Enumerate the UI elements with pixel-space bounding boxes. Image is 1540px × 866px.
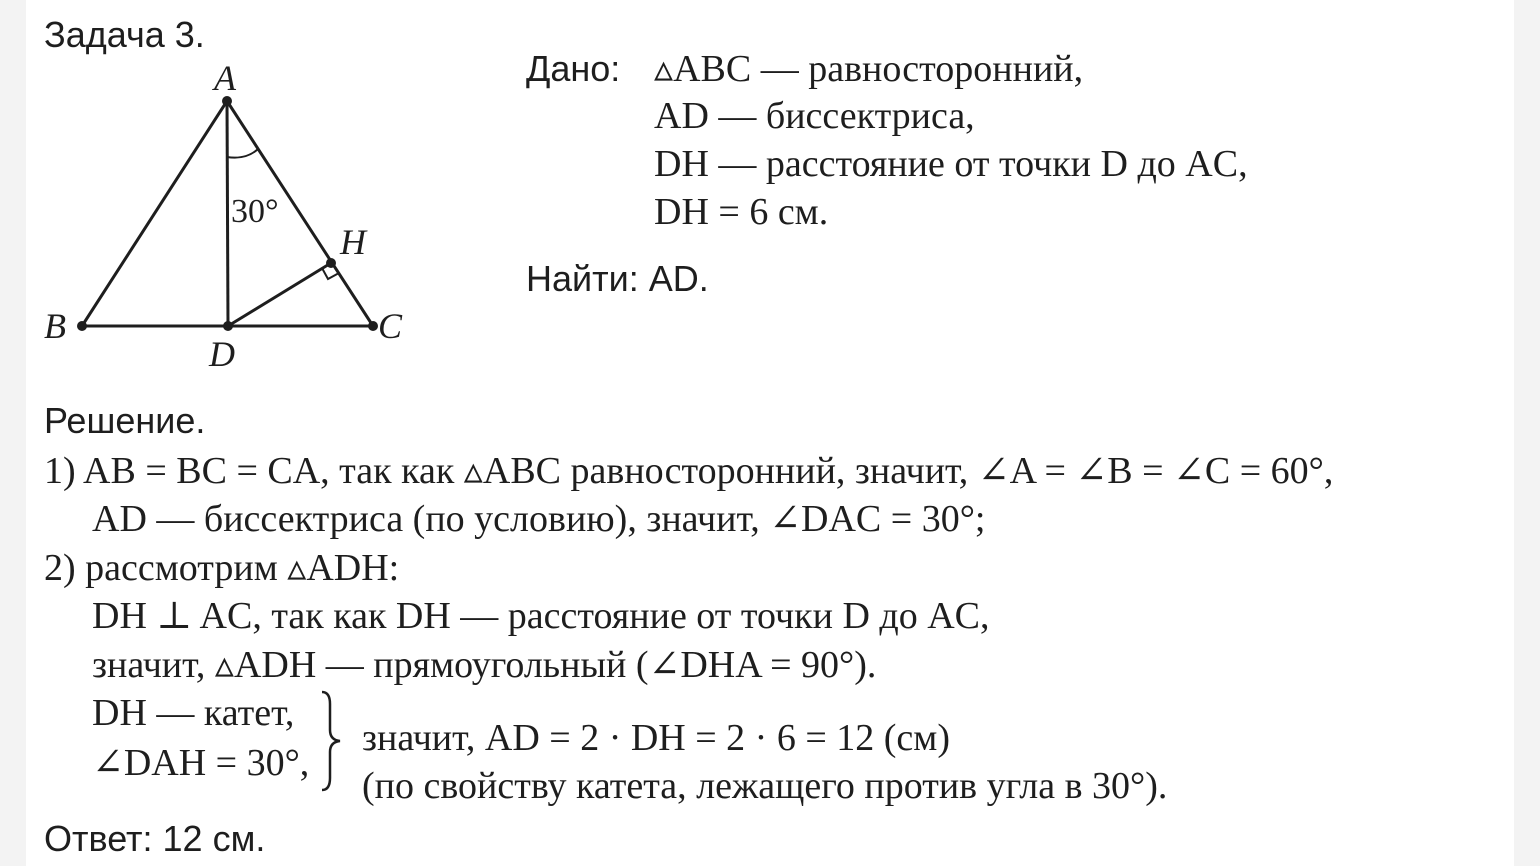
bisector-ad <box>227 101 228 326</box>
solution-line: ∠DAH = 30°, <box>92 742 310 784</box>
triangle-diagram <box>26 50 446 380</box>
point-d <box>223 321 233 331</box>
solution-line: AD — биссектриса (по условию), значит, ∠DAC = 30°; <box>92 498 986 540</box>
point-c <box>368 321 378 331</box>
angle-label: 30° <box>231 193 279 230</box>
given-label: Дано: <box>526 48 621 89</box>
angle-arc <box>227 149 258 158</box>
solution-line: значит, ▵ADH — прямоугольный (∠DHA = 90°). <box>92 644 877 686</box>
solution-line: значит, AD = 2 · DH = 2 · 6 = 12 (см) <box>362 717 950 759</box>
given-line: ▵ABC — равносторонний, <box>654 48 1084 90</box>
segment-dh <box>228 263 331 326</box>
solution-line: 2) рассмотрим ▵ADH: <box>44 547 400 589</box>
problem-title: Задача 3. <box>44 14 205 55</box>
curly-brace <box>320 690 342 792</box>
solution-title: Решение. <box>44 400 206 441</box>
given-line: AD — биссектриса, <box>654 95 975 137</box>
solution-line: DH ⊥ AC, так как DH — расстояние от точки D до AC, <box>92 595 990 637</box>
point-h <box>326 258 336 268</box>
solution-line: (по свойству катета, лежащего против угла в 30°). <box>362 765 1168 807</box>
label-a: A <box>214 58 236 98</box>
solution-line: DH — катет, <box>92 692 295 734</box>
label-b: B <box>44 306 66 346</box>
label-h: H <box>340 222 366 262</box>
find-statement: Найти: AD. <box>526 258 709 299</box>
given-line: DH — расстояние от точки D до AC, <box>654 143 1248 185</box>
given-line: DH = 6 см. <box>654 191 829 233</box>
answer: Ответ: 12 см. <box>44 818 266 859</box>
side-ab <box>82 101 227 326</box>
problem-page <box>26 0 1514 866</box>
solution-line: 1) AB = BC = CA, так как ▵ABC равносторонний, значит, ∠A = ∠B = ∠C = 60°, <box>44 450 1334 492</box>
label-d: D <box>209 334 235 374</box>
point-b <box>77 321 87 331</box>
label-c: C <box>378 306 403 346</box>
